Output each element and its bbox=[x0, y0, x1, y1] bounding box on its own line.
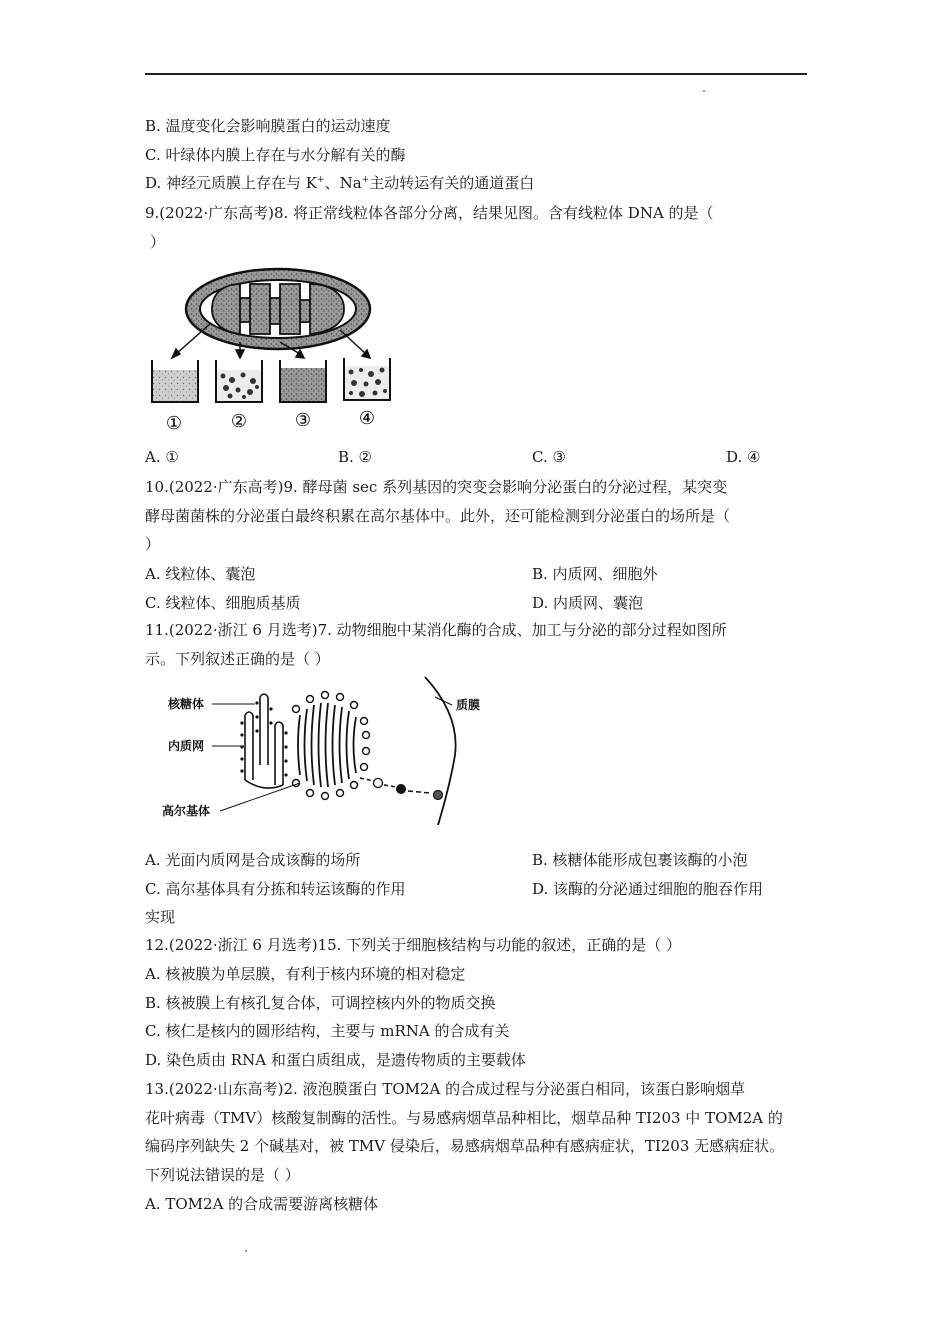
label-er: 内质网 bbox=[168, 739, 205, 753]
q13-stem: 13.(2022·山东高考)2. 液泡膜蛋白 TOM2A 的合成过程与分泌蛋白相同，该蛋白影响烟草 bbox=[145, 1080, 746, 1098]
mitochondria-figure bbox=[140, 262, 400, 437]
q10-stem-cont2: ） bbox=[145, 535, 161, 553]
label-ribosome: 核糖体 bbox=[168, 697, 205, 711]
q11-stem: 11.(2022·浙江 6 月选考)7. 动物细胞中某消化酶的合成、加工与分泌的部分过程如图所 bbox=[145, 621, 727, 639]
q12-option-b: B. 核被膜上有核孔复合体，可调控核内外的物质交换 bbox=[145, 994, 496, 1012]
golgi-stack bbox=[293, 692, 370, 800]
q13-option-a: A. TOM2A 的合成需要游离核糖体 bbox=[145, 1195, 379, 1213]
secretory-vesicle-path bbox=[360, 778, 430, 794]
tube-2 bbox=[216, 360, 262, 402]
q13-stem-cont2: 编码序列缺失 2 个碱基对，被 TMV 侵染后，易感病烟草品种有感病症状，TI203 无感病症状。 bbox=[145, 1137, 785, 1155]
q11-option-b: B. 核糖体能形成包裹该酶的小泡 bbox=[532, 851, 748, 869]
label-membrane: 质膜 bbox=[456, 698, 481, 712]
q10-stem-cont: 酵母菌菌株的分泌蛋白最终积累在高尔基体中。此外，还可能检测到分泌蛋白的场所是（ bbox=[145, 507, 731, 525]
q11-stem-cont: 示。下列叙述正确的是（ ） bbox=[145, 650, 330, 668]
q9-stem: 9.(2022·广东高考)8. 将正常线粒体各部分分离，结果见图。含有线粒体 DNA 的是（ bbox=[145, 204, 714, 222]
q13-stem-cont: 花叶病毒（TMV）核酸复制酶的活性。与易感病烟草品种相比，烟草品种 TI203 中 TOM2A 的 bbox=[145, 1109, 783, 1127]
q10-option-c: C. 线粒体、细胞质基质 bbox=[145, 594, 301, 612]
q10-option-b: B. 内质网、细胞外 bbox=[532, 565, 658, 583]
tube-label-4: ④ bbox=[358, 408, 376, 429]
q9-stem-cont: ） bbox=[150, 233, 166, 251]
q8-option-c: C. 叶绿体内膜上存在与水分解有关的酶 bbox=[145, 146, 406, 164]
label-golgi: 高尔基体 bbox=[162, 804, 211, 818]
tube-label-3: ③ bbox=[294, 410, 312, 431]
q12-option-a: A. 核被膜为单层膜，有利于核内环境的相对稳定 bbox=[145, 965, 466, 983]
q9-option-a: A. ① bbox=[145, 448, 179, 466]
tube-4 bbox=[344, 358, 390, 400]
q8-option-d: D. 神经元质膜上存在与 K+、Na+主动转运有关的通道蛋白 bbox=[145, 174, 535, 192]
q12-option-c: C. 核仁是核内的圆形结构，主要与 mRNA 的合成有关 bbox=[145, 1022, 510, 1040]
q11-option-c: C. 高尔基体具有分拣和转运该酶的作用 bbox=[145, 880, 406, 898]
q13-stem-cont3: 下列说法错误的是（ ） bbox=[145, 1166, 300, 1184]
q11-option-a: A. 光面内质网是合成该酶的场所 bbox=[145, 851, 361, 869]
q12-option-d: D. 染色质由 RNA 和蛋白质组成，是遗传物质的主要载体 bbox=[145, 1051, 526, 1069]
q12-stem: 12.(2022·浙江 6 月选考)15. 下列关于细胞核结构与功能的叙述，正确的是（ ） bbox=[145, 936, 681, 954]
q10-option-a: A. 线粒体、囊泡 bbox=[145, 565, 256, 583]
scan-speck bbox=[703, 90, 705, 92]
tube-label-2: ② bbox=[230, 411, 248, 432]
q11-option-d: D. 该酶的分泌通过细胞的胞吞作用 bbox=[532, 880, 764, 898]
mitochondrion bbox=[186, 269, 370, 349]
q10-option-d: D. 内质网、囊泡 bbox=[532, 594, 644, 612]
tube-label-1: ① bbox=[165, 413, 183, 434]
q9-option-d: D. ④ bbox=[726, 448, 761, 466]
q9-option-c: C. ③ bbox=[532, 448, 566, 466]
q11-option-d-cont: 实现 bbox=[145, 908, 176, 926]
q10-stem: 10.(2022·广东高考)9. 酵母菌 sec 系列基因的突变会影响分泌蛋白的分泌过程，某突变 bbox=[145, 478, 728, 496]
q8-option-b: B. 温度变化会影响膜蛋白的运动速度 bbox=[145, 117, 391, 135]
tube-3 bbox=[280, 360, 326, 402]
rough-er bbox=[240, 694, 287, 788]
tube-1 bbox=[152, 360, 198, 402]
q9-option-b: B. ② bbox=[338, 448, 373, 466]
scan-speck bbox=[245, 1250, 247, 1252]
secretion-figure bbox=[160, 675, 520, 825]
header-rule bbox=[145, 73, 807, 75]
